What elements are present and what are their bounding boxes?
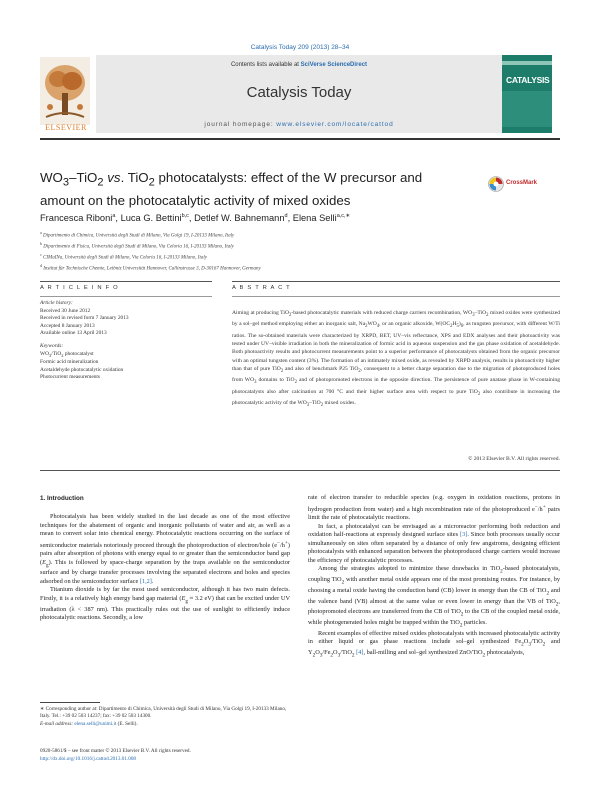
body-paragraph: Photocatalysis has been widely studied in the last decade as one of the most effective techniques for the abatement of organic and inorganic pollutants of water and air, as well as a mean to convert solar into chemical energy. Photocatalytic reactions occurring on the surface of semiconductor materials notoriously proceed through the photoproduction of electron/hole (e−/h+) pairs after absorption of photons with energy equal to or greater than the semiconductor band gap $(E_g)$. This is followed by space-charge separation by the traps available on the semiconductor surface and by charge transfer processes involving the separated electrons and holes and species adsorbed on the semiconductor surface [1,2]. <box>40 513 290 585</box>
body-column-left <box>40 513 290 623</box>
article-info <box>40 300 200 382</box>
homepage-link[interactable]: www.elsevier.com/locate/cattod <box>276 121 394 128</box>
elsevier-wordmark: ELSEVIER <box>45 123 87 132</box>
history-item: Received in revised form 7 January 2013 <box>40 315 129 322</box>
crossmark-label: CrossMark <box>506 180 538 186</box>
journal-reference[interactable]: Catalysis Today 209 (2013) 28–34 <box>250 44 350 51</box>
body-paragraph: In fact, a photocatalyst can be envisaged as a microreactor performing both reduction and oxidation half-reactions at expressly designed surface sites [3]. Since both processes usually occur simultaneously on sites often separated by a distance of only few angstroms, designing efficient photocatalysts with enhanced separation between the photoproduced charge carriers would increase the efficiency of photocatalytic processes. <box>308 522 560 564</box>
cover-title: CATALYSIS <box>506 75 550 85</box>
keyword: Acetaldehyde photocatalytic oxidation <box>40 366 124 373</box>
affiliations <box>40 229 261 273</box>
body-paragraph: Among the strategies adopted to minimize these drawbacks in TiO$_2$-based photocatalysts, coupling TiO$_2$ with another metal oxide appears one of the most promising routes. For instance, by choosing a metal oxide having the conduction band (CB) lower in energy than the CB of TiO$_2$ and the valence band (VB) almost at the same value or even lower in energy than the VB of TiO$_2$, photopromoted electrons are transferred from the CB of TiO$_2$ to the CB of the coupled metal oxide, while photogenerated holes might be trapped within the TiO$_2$ particles. <box>308 565 560 629</box>
affiliation-item: $^d$ Institut für Technische Chemie, Leibniz Universität Hannover, Callinstrasse 3, D-30167 Hannover, Germany <box>40 263 261 272</box>
history-item: Accepted 8 January 2013 <box>40 322 95 329</box>
body-column-right <box>308 494 560 660</box>
journal-cover-image <box>502 55 552 133</box>
contents-prefix: Contents lists available at <box>230 62 299 68</box>
footnote-rule <box>40 702 100 703</box>
body-paragraph: rate of electron transfer to reducible species (e.g. oxygen in oxidation reactions, protons in hydrogen production from water) and a high recombination rate of the photoproduced e−/h+ pairs limit the rate of photocatalytic reactions. <box>308 494 560 522</box>
header-rule <box>40 138 560 140</box>
article-title: $WO_3-TiO_2$ vs. TiO$_2$ photocatalysts: effect of the W precursor and amount on the photocatalytic activity of mixed oxides <box>40 170 423 208</box>
article-info-rule <box>40 281 212 282</box>
history-label: Article history: <box>40 300 73 306</box>
author-list: Francesca Riboni$^a$, Luca G. Bettini$^{b,c}$, Detlef W. Bahnemann$^d$, Elena Selli$^{a,c,∗}$ <box>40 213 351 224</box>
footnote <box>40 706 290 728</box>
corresponding-author-note: ∗ Corresponding author at: Dipartimento di Chimica, Università degli Studi di Milano, Via Golgi 19, I-20133 Milano, Italy. Tel.: +39 02 503 14237; fax: +39 02 503 14300. <box>40 706 287 720</box>
article-info-subrule <box>40 296 212 297</box>
article-info-heading: A R T I C L E I N F O <box>40 285 119 291</box>
abstract-subrule <box>232 296 560 297</box>
issn-text: 0920-5861/$ – see front matter © 2013 Elsevier B.V. All rights reserved. <box>40 748 191 754</box>
homepage-prefix: journal homepage: <box>204 121 274 128</box>
keywords-label: Keywords: <box>40 342 64 349</box>
email-line: E-mail address: elena.selli@unimi.it (E. Selli). <box>40 720 138 727</box>
elsevier-tree-logo-icon <box>40 57 90 125</box>
affiliation-item: $^c$ CIMaINa, Università degli Studi di Milano, Via Celoria 16, I-20133 Milano, Italy <box>40 252 207 261</box>
journal-title: Catalysis Today <box>246 84 352 101</box>
sciencedirect-link[interactable]: SciVerse ScienceDirect <box>300 62 368 68</box>
abstract-bottom-rule <box>40 470 560 471</box>
keyword: Formic acid mineralization <box>40 359 99 366</box>
doi-link[interactable]: http://dx.doi.org/10.1016/j.cattod.2013.01.008 <box>40 755 137 762</box>
body-paragraph: Titanium dioxide is by far the most used semiconductor, although it has two main defects. Firstly, it is a relatively high energy band gap material ($E_g \approx 3.2$ eV) that can be excited under UV irradiation (λ < 387 nm). This practically rules out the use of sunlight to efficiently induce photocatalytic reactions. Secondly, a low <box>40 586 290 622</box>
body-paragraph: Recent examples of effective mixed oxides photocatalysts with increased photocatalytic activity in either liquid or gas phase reactions include sol–gel synthesized $Fe_2O_3/TiO_2$ and $Y_2O_3/Fe_2O_3/TiO_2$ [4], ball-milling and sol–gel synthesized ZnO/TiO$_2$ photocatalysts, <box>308 629 560 659</box>
affiliation-item: $^b$ Dipartimento di Fisica, Università degli Studi di Milano, Via Celoria 16, I-20133 Milano, Italy <box>40 241 234 250</box>
history-item: Received 30 June 2012 <box>40 307 91 314</box>
issn-line <box>40 748 290 763</box>
introduction-heading: 1. Introduction <box>40 495 84 502</box>
journal-homepage-line <box>96 121 502 128</box>
abstract-rule <box>232 281 560 282</box>
abstract-text: Aiming at producing TiO$_2$-based photocatalytic materials with reduced charge carriers recombination, $WO_3-TiO_2$ mixed oxides were synthesized by a sol–gel method employing either an inorganic salt, $Na_2WO_4$, or an organic alkoxide, $W(OC_2H_5)_6$, as tungsten precursor, with different W/Ti ratios. The so-obtained materials were characterized by XRPD, BET, UV–vis reflectance, XPS and EDX analyses and their photoactivity was tested under UV–visible irradiation in both the mineralization of formic acid in aqueous suspension and the gas phase oxidation of acetaldehyde. Both photoactivity results and photocurrent measurements point to a superior performance of photocatalysts obtained from the organic precursor with an optimal tungsten content (3%). The formation of an intimately mixed oxide, as revealed by XRPD analysis, results in photoactivity higher than that of pure TiO$_2$ and also of benchmark P25 TiO$_2$, consequent to a better charge separation due to the migration of photoproduced holes from $WO_3$ domains to TiO$_2$ and of photopromoted electrons in the opposite direction. The persistence of pure anatase phase in W-containing photocatalysts also after calcination at 700 °C and their higher surface area with respect to pure TiO$_2$ also contribute in increasing the photocatalytic activity of the $WO_3-TiO_2$ mixed oxides. <box>232 310 560 409</box>
crossmark-badge[interactable] <box>488 174 544 194</box>
cover-band <box>502 61 552 65</box>
affiliation-item: $^a$ Dipartimento di Chimica, Università degli Studi di Milano, Via Golgi 19, I-20133 Milano, Italy <box>40 230 235 239</box>
email-link[interactable]: elena.selli@unimi.it <box>74 720 117 727</box>
history-item: Available online 13 April 2013 <box>40 330 107 337</box>
keyword: $WO_3/TiO_2$ photocatalyst <box>40 350 94 358</box>
crossmark-icon <box>488 176 504 192</box>
cover-artwork <box>502 91 552 127</box>
abstract-copyright: © 2013 Elsevier B.V. All rights reserved. <box>468 456 560 462</box>
keyword: Photocurrent measurements <box>40 374 101 381</box>
abstract-heading: A B S T R A C T <box>232 285 291 291</box>
contents-line <box>96 62 502 68</box>
